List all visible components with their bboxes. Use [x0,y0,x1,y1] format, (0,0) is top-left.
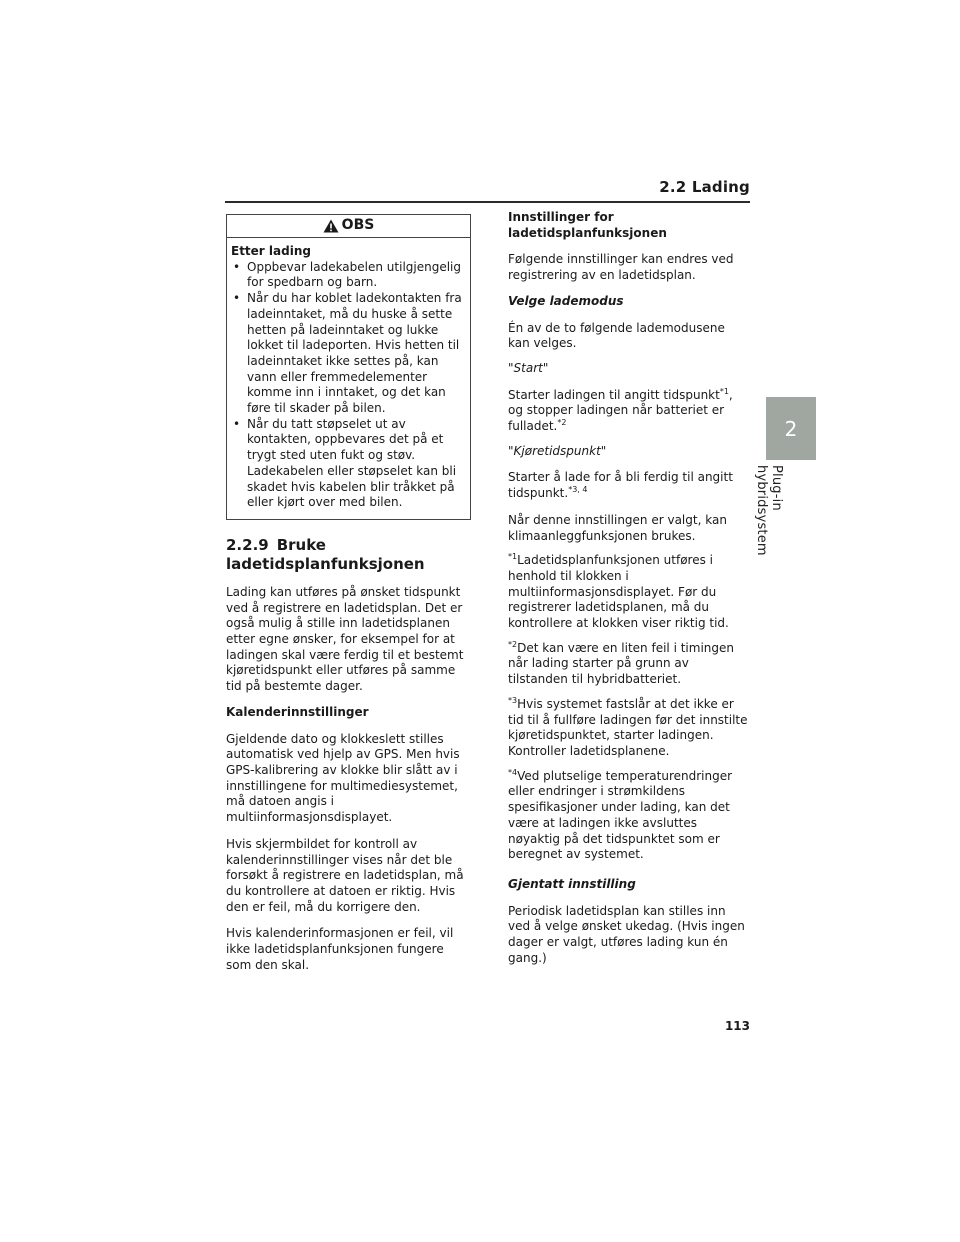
drive-time-description [508,470,750,501]
footnote [508,553,750,632]
section-header-title: 2.2 Lading [659,178,750,196]
footnote-text: Det kan være en liten feil i timingen når lading starter på grunn av tilstanden til hybridbatteriet. [508,640,734,687]
section-title: Bruke ladetidsplanfunksjonen [226,535,425,573]
start-description [508,388,750,435]
footnote-mark: *1 [508,552,518,562]
footnote [508,769,750,863]
footnote [508,697,750,760]
footnote-ref: *1 [719,386,729,396]
header-rule [225,201,750,203]
footnote-text: Ved plutselige temperaturendringer eller endringer i strømkildens spesifikasjoner under lading, kan det være at ladingen ikke avsluttes nøyaktig på det tidspunktet som er beregnet av systemet. [508,768,733,862]
left-column [226,214,471,973]
mode-heading: Velge lademodus [508,293,624,308]
notice-item: • Når du har koblet ladekontakten fra ladeinntaket, må du huske å sette hetten på ladeinntaket og lukke lokket til ladeporten. Hvis hetten til ladeinntaket ikke settes på, kan vann eller fremmedelementer komme inn i inntaket, og det kan føre til skader på bilen. [231,291,462,417]
notice-subheading: Etter lading [231,244,311,258]
footnote-mark: *2 [508,639,518,649]
notice-body [227,238,470,519]
calendar-paragraph: Gjeldende dato og klokkeslett stilles automatisk ved hjelp av GPS. Men hvis GPS-kalibrering av klokke blir slått av i innstillingene for multimediesystemet, må datoen angis i multiinformasjonsdisplayet. [226,731,460,825]
start-label: "Start" [508,360,549,375]
footnote [508,641,750,688]
footnote-mark: *3 [508,695,518,705]
section-number: 2.2.9 [226,535,269,554]
repeat-heading: Gjentatt innstilling [508,876,636,891]
notice-header [227,215,470,238]
drive-time-text: Starter å lade for å bli ferdig til angitt tidspunkt. [508,470,733,501]
notice-box [226,214,471,520]
notice-list [231,260,462,511]
footnote-mark: *4 [508,767,518,777]
right-column [508,210,750,966]
settings-heading: Innstillinger for ladetidsplanfunksjonen [508,210,667,240]
footnote-text: Hvis systemet fastslår at det ikke er tid til å fullføre ladingen før det innstilte kjøretidspunktet, starter ladingen. Kontroller ladetidsplanene. [508,696,748,758]
chapter-tab-number: 2 [784,416,798,441]
settings-intro: Følgende innstillinger kan endres ved registrering av en ladetidsplan. [508,252,734,283]
notice-item: • Når du tatt støpselet ut av kontakten, oppbevares det på et trygt sted uten fukt og støv. Ladekabelen eller støpselet kan bli skadet hvis kabelen blir tråkket på eller kjørt over med bilen. [231,417,462,511]
start-text: , og stopper ladingen når batteriet er fulladet. [508,387,733,434]
warning-icon [323,219,339,233]
footnote-ref: *3, 4 [568,485,588,495]
mode-intro: Én av de to følgende lademodusene kan velges. [508,320,725,351]
start-text: Starter ladingen til angitt tidspunkt [508,387,720,402]
section-heading [226,536,471,574]
drive-time-label: "Kjøretidspunkt" [508,443,607,458]
climate-note: Når denne innstillingen er valgt, kan klimaanleggfunksjonen brukes. [508,512,727,543]
calendar-paragraph: Hvis kalenderinformasjonen er feil, vil ikke ladetidsplanfunksjonen fungere som den skal. [226,926,454,972]
notice-label: OBS [341,217,375,234]
chapter-side-label: Plug-in hybridsystem [754,465,784,556]
footnote-ref: *2 [557,418,567,428]
section-intro: Lading kan utføres på ønsket tidspunkt ved å registrere en ladetidsplan. Det er også mulig å stille inn ladetidsplanen etter egne ønsker, for eksempel for at ladingen skal være ferdig til et bestemt kjøretidspunkt eller utføres på samme tid på bestemte dager. [226,584,464,694]
calendar-heading: Kalenderinnstillinger [226,704,369,719]
repeat-description: Periodisk ladetidsplan kan stilles inn ved å velge ønsket ukedag. (Hvis ingen dager er valgt, utføres lading kun én gang.) [508,903,745,965]
calendar-paragraph: Hvis skjermbildet for kontroll av kalenderinnstillinger vises når det ble forsøkt å registrere en ladetidsplan, må du kontrollere at datoen er riktig. Hvis den er feil, må du korrigere den. [226,836,464,914]
footnote-text: Ladetidsplanfunksjonen utføres i henhold til klokken i multiinformasjonsdisplayet. Før du registrerer ladetidsplanen, må du kontrollere at klokken viser riktig tid. [508,553,729,631]
page-number: 113 [724,1019,750,1033]
notice-item: • Oppbevar ladekabelen utilgjengelig for spedbarn og barn. [231,260,462,291]
chapter-tab [766,397,816,460]
